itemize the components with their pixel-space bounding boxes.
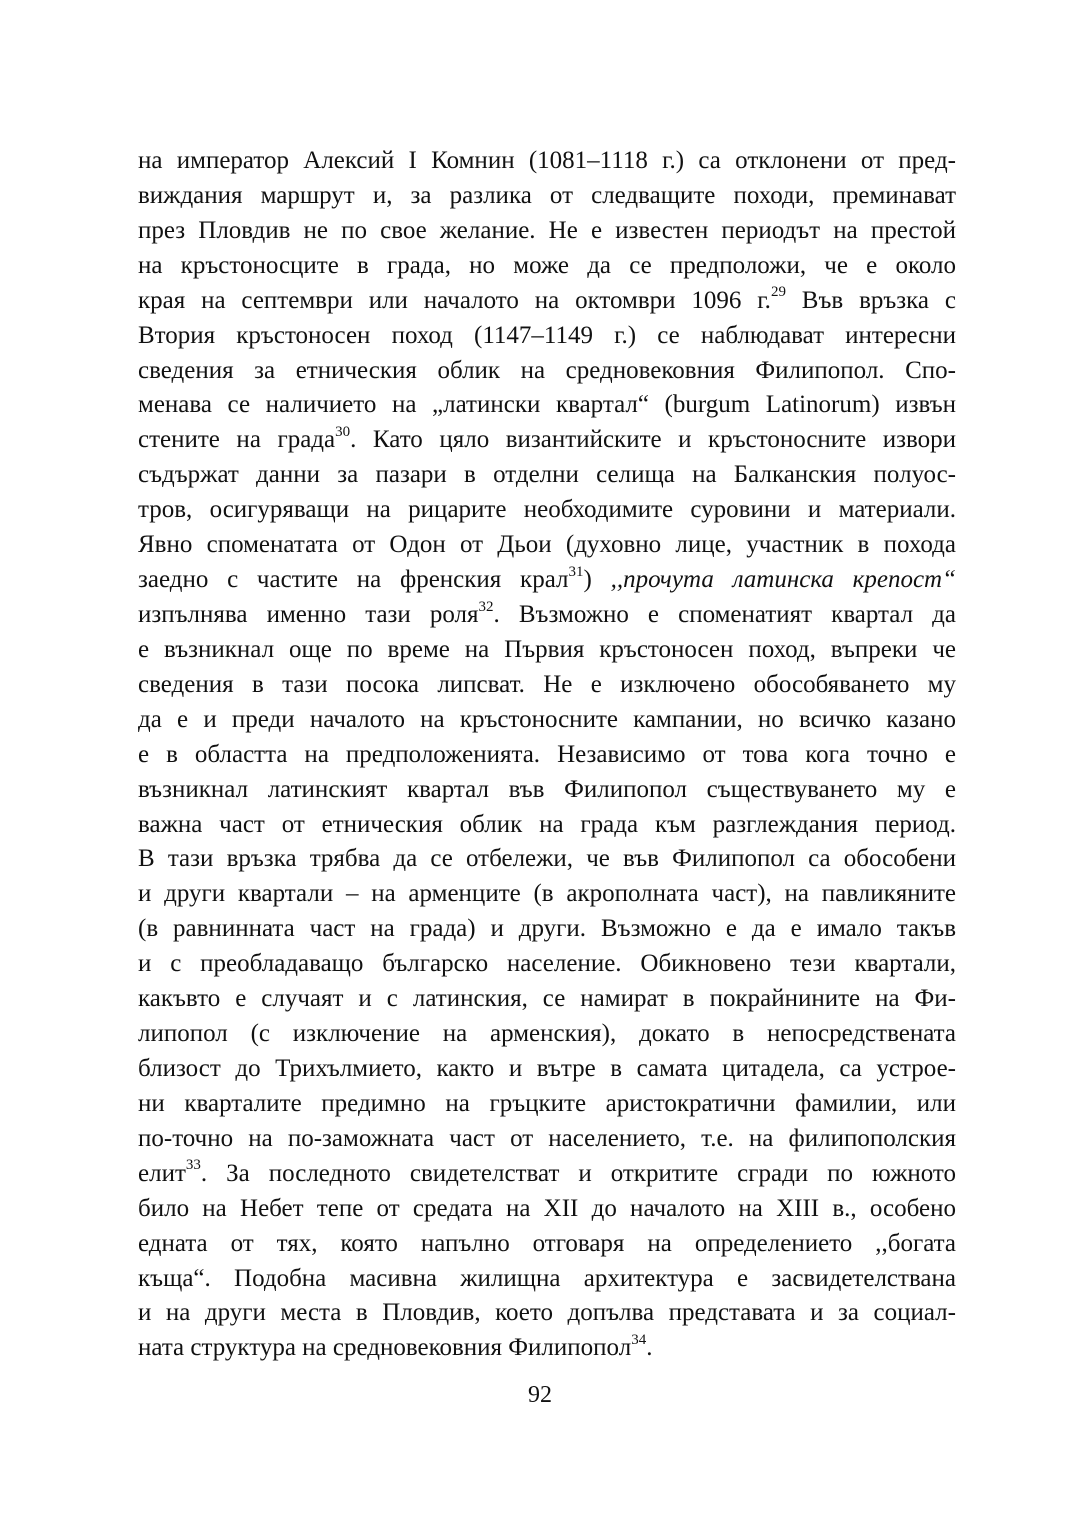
text-line: Втория кръстоносен поход (1147–1149 г.) се наблюдават интересни	[138, 321, 956, 349]
text-line: да е и преди началото на кръстоносните кампании, но всичко казано	[138, 705, 956, 733]
line-text: )	[583, 566, 611, 594]
text-line: какъвто е случаят и с латинския, се намират в покрайнините на Фи-	[138, 985, 956, 1013]
text-line: и други квартали – на арменците (в акрополната част), на павликяните	[138, 880, 956, 908]
text-line	[138, 423, 956, 458]
footnote-ref-32: 32	[478, 598, 494, 615]
footnote-ref-31: 31	[568, 563, 584, 580]
line-text: заедно с частите на френския крал	[138, 566, 569, 594]
line-text: ната структура на средновековния Филипопол	[138, 1334, 632, 1362]
line-text: . Възможно е споменатият квартал да	[493, 600, 956, 628]
line-text: края на септември или началото на октомври 1096 г.	[138, 286, 771, 314]
text-line: било на Небет тепе от средата на XII до началото на XIII в., особено	[138, 1194, 956, 1222]
footnote-ref-30: 30	[335, 424, 351, 441]
page-number: 92	[528, 1382, 552, 1408]
line-text: . Като цяло византийските и кръстоносните извори	[350, 426, 956, 454]
text-line	[138, 1331, 956, 1366]
text-line: В тази връзка трябва да се отбележи, че във Филипопол са обособени	[138, 845, 956, 873]
text-line: ни кварталите предимно на гръцките аристократични фамилии, или	[138, 1089, 956, 1117]
line-text: стените на града	[138, 426, 336, 454]
text-line	[138, 563, 956, 598]
line-text: елит	[138, 1159, 186, 1187]
text-line: съдържат данни за пазари в отделни селища на Балканския полуос-	[138, 461, 956, 489]
text-line: през Пловдив не по свое желание. Не е известен периодът на престой	[138, 216, 956, 244]
line-text: изпълнява именно тази роля	[138, 600, 479, 628]
body-text	[138, 144, 956, 1366]
text-line: сведения за етническия облик на средновековния Филипопол. Спо-	[138, 356, 956, 384]
text-line: на император Алексий I Комнин (1081–1118 г.) са отклонени от пред-	[138, 147, 956, 174]
text-line: липопол (с изключение на арменския), докато в непосредствената	[138, 1020, 956, 1048]
text-line: възникнал латинският квартал във Филипопол съществуването му е	[138, 775, 956, 803]
footnote-ref-29: 29	[770, 284, 786, 301]
text-line	[138, 284, 956, 319]
text-line: Явно споменатата от Одон от Дьои (духовно лице, участник в похода	[138, 531, 956, 559]
footnote-ref-33: 33	[185, 1157, 201, 1174]
text-line: на кръстоносците в града, но може да се предположи, че е около	[138, 251, 956, 279]
text-line: сведения в тази посока липсват. Не е изключено обособяването му	[138, 670, 956, 698]
text-line	[138, 1157, 956, 1192]
text-line: едната от тях, която напълно отговаря на определението ,,богата	[138, 1229, 956, 1257]
text-line: менава се наличието на „латински квартал“ (burgum Latinorum) извън	[138, 391, 956, 419]
footnote-ref-34: 34	[631, 1332, 647, 1349]
text-line: и на други места в Пловдив, което допълва представата и за социал-	[138, 1299, 956, 1327]
text-line	[138, 598, 956, 633]
text-line: (в равнинната част на града) и други. Възможно е да е имало такъв	[138, 915, 956, 943]
text-line: важна част от етническия облик на града към разглеждания период.	[138, 810, 956, 838]
line-text: .	[646, 1334, 653, 1362]
text-line: и с преобладаващо българско население. Обикновено тези квартали,	[138, 950, 956, 978]
text-line: е възникнал още по време на Първия кръстоносен поход, въпреки че	[138, 635, 956, 663]
line-text: Във връзка с	[785, 286, 956, 314]
italic-quote: ,,прочута латинска крепост“	[610, 566, 956, 594]
text-line: е в областта на предположенията. Независимо от това кога точно е	[138, 740, 956, 768]
text-line: по-точно на по-заможната част от населението, т.е. на филипополския	[138, 1124, 956, 1152]
text-line: къща“. Подобна масивна жилищна архитектура е засвидетелствана	[138, 1264, 956, 1292]
text-line: тров, осигуряващи на рицарите необходимите суровини и материали.	[138, 496, 956, 524]
text-line: близост до Трихълмието, както и вътре в самата цитадела, са устрое-	[138, 1054, 956, 1082]
line-text: . За последното свидетелстват и откритите сгради по южното	[200, 1159, 956, 1187]
text-line: виждания маршрут и, за разлика от следващите походи, преминават	[138, 181, 956, 209]
